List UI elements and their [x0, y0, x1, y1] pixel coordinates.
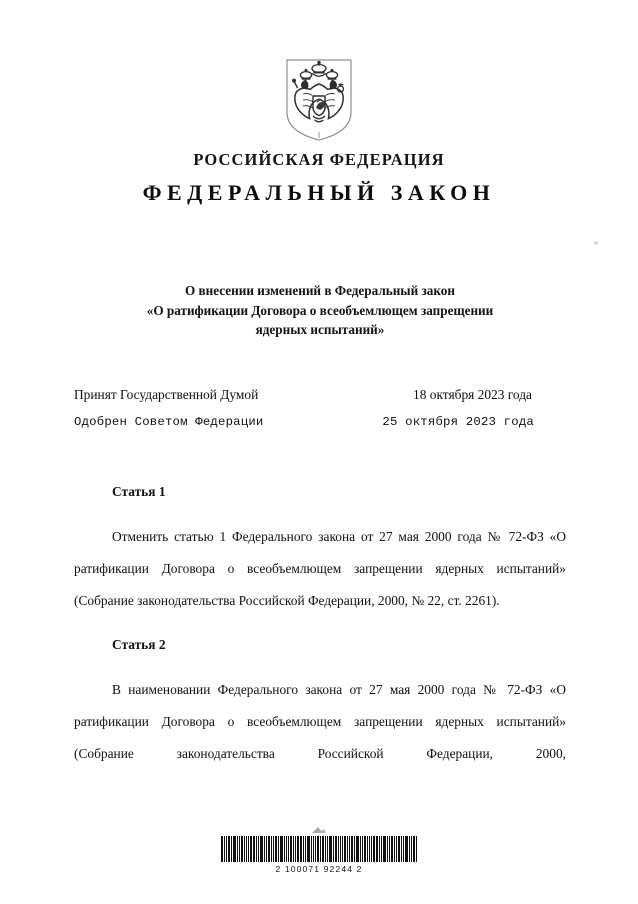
- article-1-text: Отменить статью 1 Федерального закона от 27 мая 2000 года № 72-ФЗ «О ратификации Договора о всеобъемлющем запрещении ядерных испытаний» (Собрание законодательства Российской Федерации, 2000, № 22, ст. 2261).: [74, 529, 566, 608]
- barcode-digits: 2 100071 92244 2: [275, 864, 363, 874]
- adoption-duma-row: [74, 387, 566, 403]
- coat-of-arms-container: [0, 58, 638, 142]
- law-subject-line-2: «О ратификации Договора о всеобъемлющем запрещении: [146, 302, 494, 318]
- russian-coat-of-arms-icon: [283, 58, 355, 142]
- document-body: [74, 484, 566, 802]
- barcode-bars: [221, 836, 418, 862]
- page-title-law: ФЕДЕРАЛЬНЫЙ ЗАКОН: [142, 180, 496, 205]
- adoption-duma-date: 18 октября 2023 года: [413, 387, 532, 402]
- law-subject-title: [74, 281, 566, 340]
- adoption-council-date: 25 октября 2023 года: [382, 415, 534, 429]
- barcode-container: [0, 826, 638, 874]
- law-subject-line-3: ядерных испытаний»: [255, 322, 385, 337]
- adoption-duma-label: Принят Государственной Думой: [74, 387, 259, 402]
- barcode-mark-icon: [310, 826, 328, 835]
- adoption-council-label: Одобрен Советом Федерации: [74, 415, 264, 429]
- adoption-council-row: [74, 415, 566, 429]
- article-2-heading: Статья 2: [112, 637, 166, 652]
- article-2-text: В наименовании Федерального закона от 27 мая 2000 года № 72-ФЗ «О ратификации Договора о всеобъемлющем запрещении ядерных испытаний» (Собрание законодательства Российской Федерации, 2000,: [74, 682, 566, 761]
- article-spacer: [74, 617, 566, 637]
- page-title-country: РОССИЙСКАЯ ФЕДЕРАЦИЯ: [193, 150, 445, 169]
- scan-artifact-speck: [594, 241, 598, 245]
- article-1-heading: Статья 1: [112, 484, 166, 499]
- law-subject-line-1: О внесении изменений в Федеральный закон: [184, 283, 455, 298]
